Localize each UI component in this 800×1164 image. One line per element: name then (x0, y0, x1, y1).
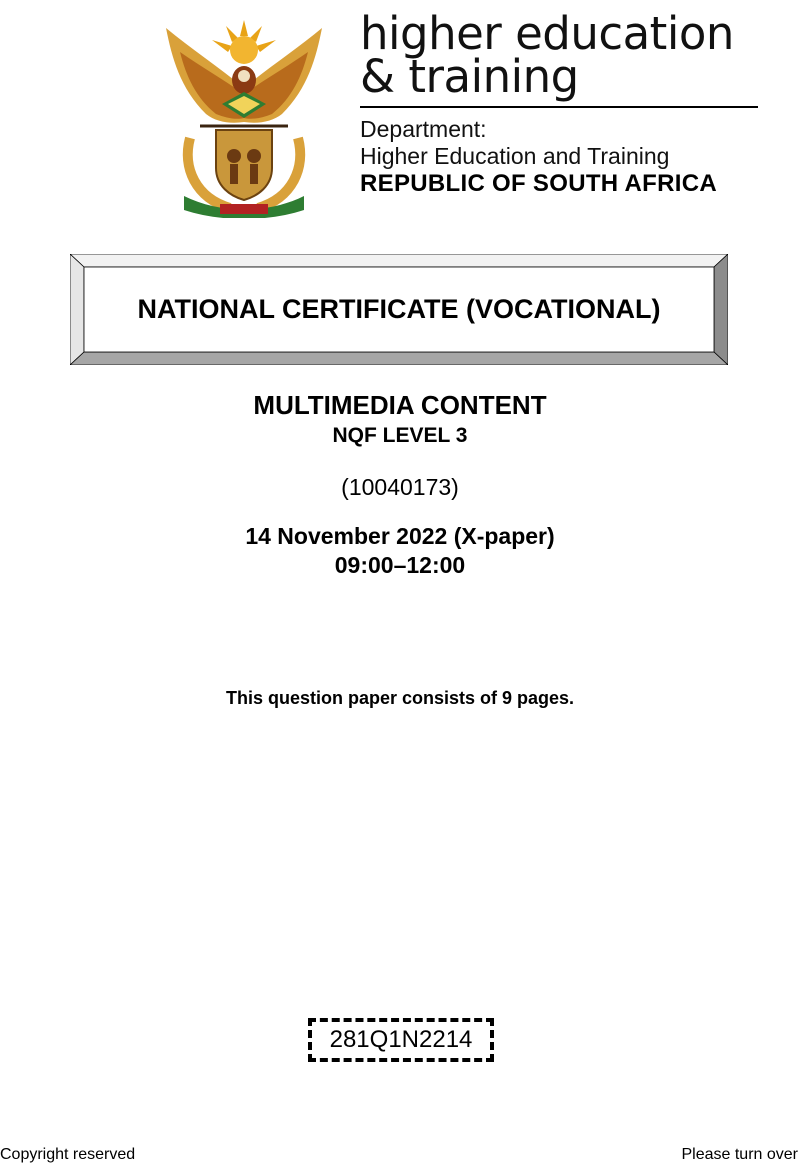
brand-line-1: higher education (360, 7, 734, 60)
exam-time: 09:00–12:00 (334, 552, 466, 578)
country-name: REPUBLIC OF SOUTH AFRICA (360, 170, 717, 197)
department-label: Department: (360, 116, 487, 142)
certificate-title: NATIONAL CERTIFICATE (VOCATIONAL) (137, 294, 661, 324)
subject-title: MULTIMEDIA CONTENT (253, 390, 547, 420)
department-header (360, 7, 760, 198)
copyright-notice: Copyright reserved (0, 1146, 136, 1163)
page-count-note: This question paper consists of 9 pages. (225, 688, 575, 708)
subject-code: (10040173) (341, 474, 459, 500)
brand-line-2: & training (360, 50, 579, 103)
brand-divider (360, 106, 758, 108)
turn-over-note: Please turn over (681, 1146, 798, 1163)
exam-date: 14 November 2022 (X-paper) (245, 523, 555, 549)
paper-reference-code: 281Q1N2214 (308, 1018, 494, 1062)
nqf-level: NQF LEVEL 3 (332, 424, 468, 447)
coat-of-arms-icon (160, 18, 328, 218)
department-name: Higher Education and Training (360, 143, 670, 169)
certificate-banner (70, 254, 728, 365)
